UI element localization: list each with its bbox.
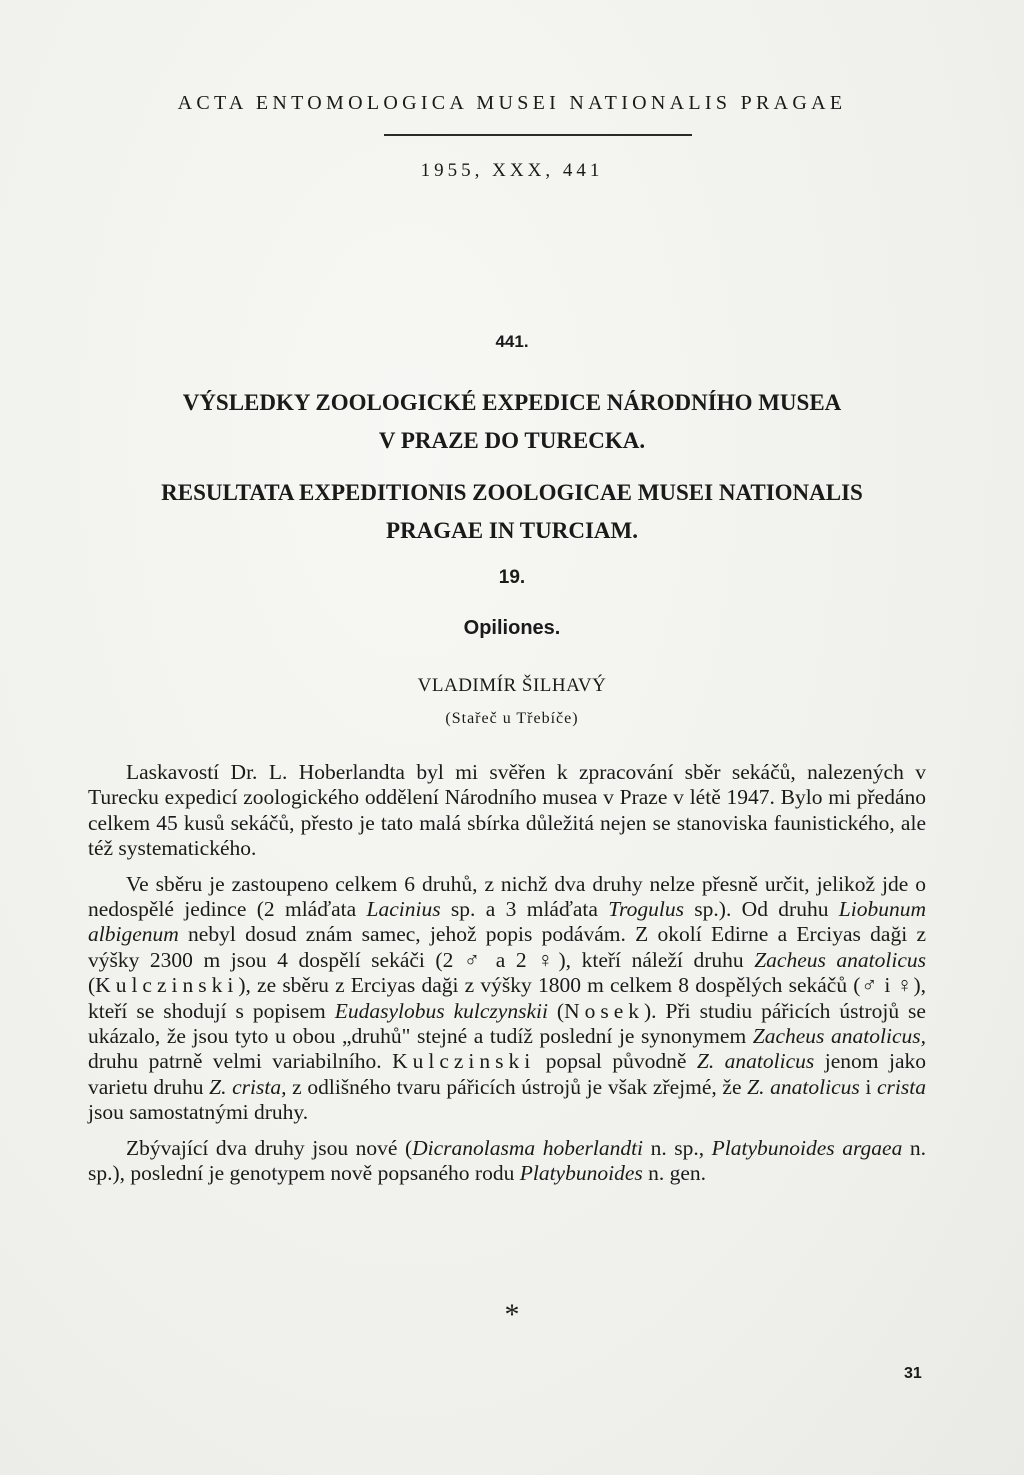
- paragraph-1: Laskavostí Dr. L. Hoberlandta byl mi svěřen k zpracování sběr sekáčů, nalezených v Turecku expedicí zoologického oddělení Národního musea v Praze v létě 1947. Bylo mi předáno celkem 45 kusů sekáčů, přesto je tato malá sbírka důležitá nejen se stanoviska faunistického, ale též systematického.: [88, 760, 926, 861]
- section-separator: *: [504, 1298, 520, 1331]
- taxon-name: Liobunum albigenum: [88, 897, 927, 947]
- author-citation: Kulczinski: [95, 973, 239, 998]
- author-affiliation: (Stařeč u Třebíče): [445, 710, 579, 727]
- group-name: Opiliones.: [463, 617, 561, 639]
- article-number: 441.: [495, 332, 529, 351]
- taxon-name: Platybunoides argaea: [711, 1135, 903, 1160]
- title-latin-line-2: PRAGAE IN TURCIAM.: [386, 518, 638, 543]
- title-czech-line-2: V PRAZE DO TURECKA.: [378, 428, 646, 453]
- paragraph-2: Ve sběru je zastoupeno celkem 6 druhů, z nichž dva druhy nelze přesně určit, jelikož jde o nedospělé jedince (2 mláďata Lacinius sp. a 3 mláďata Trogulus sp.). Od druhu Liobunum albigenum nebyl dosud znám samec, jehož popis podávám. Z okolí Edirne a Erciyas daği z výšky 2300 m jsou 4 dospělí sekáči (2 ♂ a 2 ♀), kteří náleží druhu Zacheus anatolicus (Kulczinski), ze sběru z Erciyas daği z výšky 1800 m celkem 8 dospělých sekáčů (♂ i ♀), kteří se shodují s popisem Eudasylobus kulczynskii (Nosek). Při studiu pářicích ústrojů se ukázalo, že jsou tyto u obou „druhů" stejné a tudíž poslední je synonymem Zacheus anatolicus, druhu patrně velmi variabilního. Kulczinski popsal původně Z. anatolicus jenom jako varietu druhu Z. crista, z odlišného tvaru pářicích ústrojů je však zřejmé, že Z. anatolicus i crista jsou samostatnými druhy.: [88, 871, 927, 1125]
- page-number: 31: [904, 1365, 922, 1382]
- author-citation: Kulczinski: [392, 1049, 536, 1074]
- taxon-name: Eudasylobus kulczynskii: [334, 998, 548, 1023]
- taxon-name: Lacinius: [366, 897, 441, 922]
- header-rule: [384, 134, 692, 136]
- taxon-name: Z. anatolicus: [747, 1074, 860, 1099]
- taxon-name: Z. anatolicus: [696, 1049, 815, 1074]
- title-latin: [0, 474, 1024, 550]
- taxon-name: Platybunoides: [519, 1161, 643, 1186]
- article-body: [88, 760, 926, 1197]
- taxon-name: Dicranolasma hoberlandti: [412, 1135, 644, 1160]
- taxon-name: Trogulus: [608, 897, 684, 922]
- paragraph-3: Zbývající dva druhy jsou nové (Dicranolasma hoberlandti n. sp., Platybunoides argaea n. sp.), poslední je genotypem nově popsaného rodu Platybunoides n. gen.: [88, 1135, 927, 1186]
- title-latin-line-1: RESULTATA EXPEDITIONIS ZOOLOGICAE MUSEI NATIONALIS: [161, 480, 863, 505]
- author-citation: Nosek: [564, 998, 645, 1023]
- author-name: VLADIMÍR ŠILHAVÝ: [417, 675, 607, 696]
- issue-line: 1955, XXX, 441: [420, 160, 604, 181]
- taxon-name: Zacheus anatolicus,: [752, 1024, 926, 1049]
- title-czech: [0, 384, 1024, 460]
- title-czech-line-1: VÝSLEDKY ZOOLOGICKÉ EXPEDICE NÁRODNÍHO MUSEA: [182, 390, 842, 415]
- taxon-name: Zacheus anatolicus: [754, 947, 926, 972]
- journal-header: ACTA ENTOMOLOGICA MUSEI NATIONALIS PRAGAE: [177, 92, 847, 114]
- part-number: 19.: [498, 567, 526, 588]
- taxon-name: crista: [877, 1074, 926, 1099]
- taxon-name: Z. crista,: [209, 1074, 287, 1099]
